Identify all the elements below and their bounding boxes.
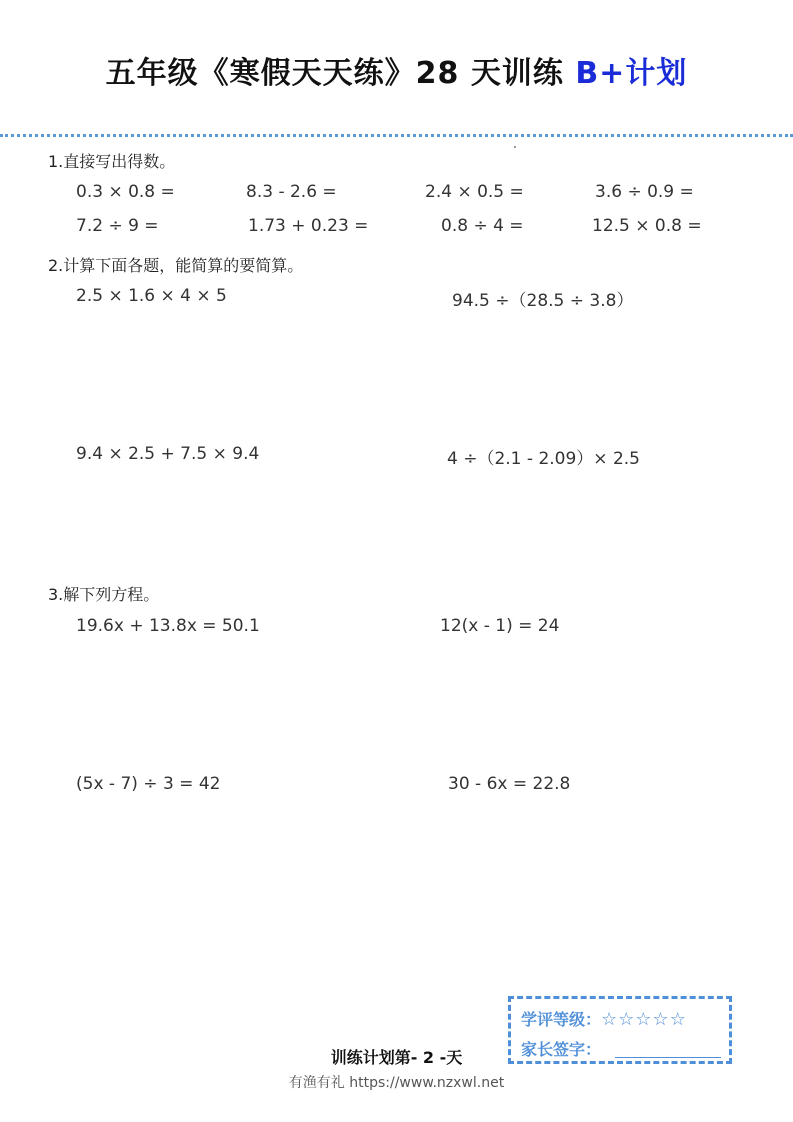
stray-mark [514, 146, 516, 148]
dotted-divider [0, 134, 793, 137]
title-accent: B+计划 [575, 56, 688, 91]
equation: (5x - 7) ÷ 3 = 42 [76, 774, 221, 794]
calc-problem: 2.5 × 1.6 × 4 × 5 [76, 286, 227, 306]
rating-stars-icon[interactable]: ☆☆☆☆☆ [601, 1009, 687, 1030]
watermark-text: 有渔有礼 https://www.nzxwl.net [288, 1075, 505, 1091]
oral-problem: 3.6 ÷ 0.9 = [595, 182, 694, 202]
oral-problem: 1.73 + 0.23 = [248, 216, 369, 236]
oral-problem: 7.2 ÷ 9 = [76, 216, 159, 236]
equation: 30 - 6x = 22.8 [448, 774, 571, 794]
rating-row [521, 1007, 687, 1030]
oral-problem: 0.3 × 0.8 = [76, 182, 175, 202]
section3-heading: 3.解下列方程。 [48, 585, 160, 604]
oral-problem: 0.8 ÷ 4 = [441, 216, 524, 236]
calc-problem: 9.4 × 2.5 + 7.5 × 9.4 [76, 444, 260, 464]
equation: 19.6x + 13.8x = 50.1 [76, 616, 260, 636]
section1-heading: 1.直接写出得数。 [48, 152, 176, 171]
oral-problem: 2.4 × 0.5 = [425, 182, 524, 202]
oral-problem: 8.3 - 2.6 = [246, 182, 337, 202]
day-label: 训练计划第- 2 -天 [330, 1048, 463, 1067]
signature-label: 家长签字： [521, 1040, 602, 1059]
title-main: 五年级《寒假天天练》28 天训练 [105, 56, 576, 91]
oral-problem: 12.5 × 0.8 = [592, 216, 702, 236]
calc-problem: 4 ÷（2.1 - 2.09）× 2.5 [447, 449, 640, 469]
section2-heading: 2.计算下面各题，能简算的要简算。 [48, 256, 304, 275]
page-title [0, 48, 793, 92]
equation: 12(x - 1) = 24 [440, 616, 560, 636]
calc-problem: 94.5 ÷（28.5 ÷ 3.8） [452, 291, 634, 311]
rating-label: 学评等级： [521, 1010, 602, 1029]
